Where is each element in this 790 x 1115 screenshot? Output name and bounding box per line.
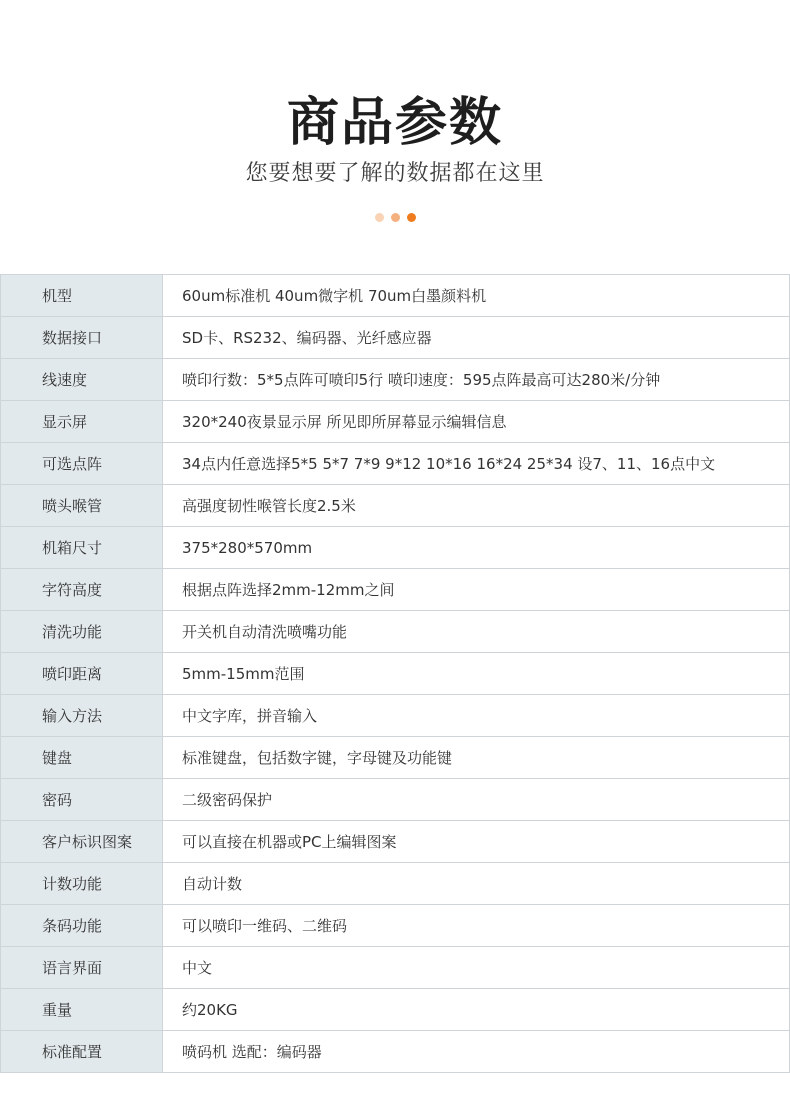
table-row [1, 821, 790, 863]
param-label: 字符高度 [1, 569, 163, 611]
parameter-table [0, 274, 790, 1073]
table-row [1, 779, 790, 821]
table-row [1, 527, 790, 569]
param-value: 二级密码保护 [163, 779, 790, 821]
param-value: 375*280*570mm [163, 527, 790, 569]
param-label: 语言界面 [1, 947, 163, 989]
param-value: 约20KG [163, 989, 790, 1031]
param-value: 34点内任意选择5*5 5*7 7*9 9*12 10*16 16*24 25*34 设7、11、16点中文 [163, 443, 790, 485]
table-row [1, 989, 790, 1031]
param-label: 可选点阵 [1, 443, 163, 485]
table-row [1, 695, 790, 737]
table-row [1, 611, 790, 653]
table-row [1, 947, 790, 989]
param-label: 重量 [1, 989, 163, 1031]
table-row [1, 1031, 790, 1073]
page-subtitle: 您要想要了解的数据都在这里 [245, 161, 545, 186]
table-row [1, 401, 790, 443]
param-label: 机型 [1, 275, 163, 317]
param-label: 线速度 [1, 359, 163, 401]
param-value: 可以喷印一维码、二维码 [163, 905, 790, 947]
dot-icon [407, 213, 416, 222]
table-row [1, 737, 790, 779]
param-label: 密码 [1, 779, 163, 821]
param-value: 可以直接在机器或PC上编辑图案 [163, 821, 790, 863]
param-value: 中文 [163, 947, 790, 989]
param-value: 高强度韧性喉管长度2.5米 [163, 485, 790, 527]
param-label: 条码功能 [1, 905, 163, 947]
param-label: 机箱尺寸 [1, 527, 163, 569]
param-value: 中文字库，拼音输入 [163, 695, 790, 737]
table-row [1, 443, 790, 485]
table-row [1, 905, 790, 947]
param-label: 计数功能 [1, 863, 163, 905]
param-label: 标准配置 [1, 1031, 163, 1073]
param-value: 喷码机 选配：编码器 [163, 1031, 790, 1073]
table-row [1, 485, 790, 527]
table-row [1, 317, 790, 359]
param-label: 客户标识图案 [1, 821, 163, 863]
param-label: 喷印距离 [1, 653, 163, 695]
param-label: 清洗功能 [1, 611, 163, 653]
page-title: 商品参数 [286, 93, 503, 153]
param-value: SD卡、RS232、编码器、光纤感应器 [163, 317, 790, 359]
table-row [1, 359, 790, 401]
param-label: 键盘 [1, 737, 163, 779]
table-row [1, 569, 790, 611]
param-value: 60um标准机 40um微字机 70um白墨颜料机 [163, 275, 790, 317]
param-value: 根据点阵选择2mm-12mm之间 [163, 569, 790, 611]
table-row [1, 863, 790, 905]
param-value: 5mm-15mm范围 [163, 653, 790, 695]
param-label: 数据接口 [1, 317, 163, 359]
param-value: 开关机自动清洗喷嘴功能 [163, 611, 790, 653]
dot-icon [375, 213, 384, 222]
table-row [1, 275, 790, 317]
decorative-dots [0, 213, 790, 222]
param-label: 输入方法 [1, 695, 163, 737]
param-label: 显示屏 [1, 401, 163, 443]
param-label: 喷头喉管 [1, 485, 163, 527]
param-value: 喷印行数：5*5点阵可喷印5行 喷印速度：595点阵最高可达280米/分钟 [163, 359, 790, 401]
param-value: 320*240夜景显示屏 所见即所屏幕显示编辑信息 [163, 401, 790, 443]
param-value: 标准键盘，包括数字键，字母键及功能键 [163, 737, 790, 779]
dot-icon [391, 213, 400, 222]
table-row [1, 653, 790, 695]
param-value: 自动计数 [163, 863, 790, 905]
page-header [0, 0, 790, 274]
